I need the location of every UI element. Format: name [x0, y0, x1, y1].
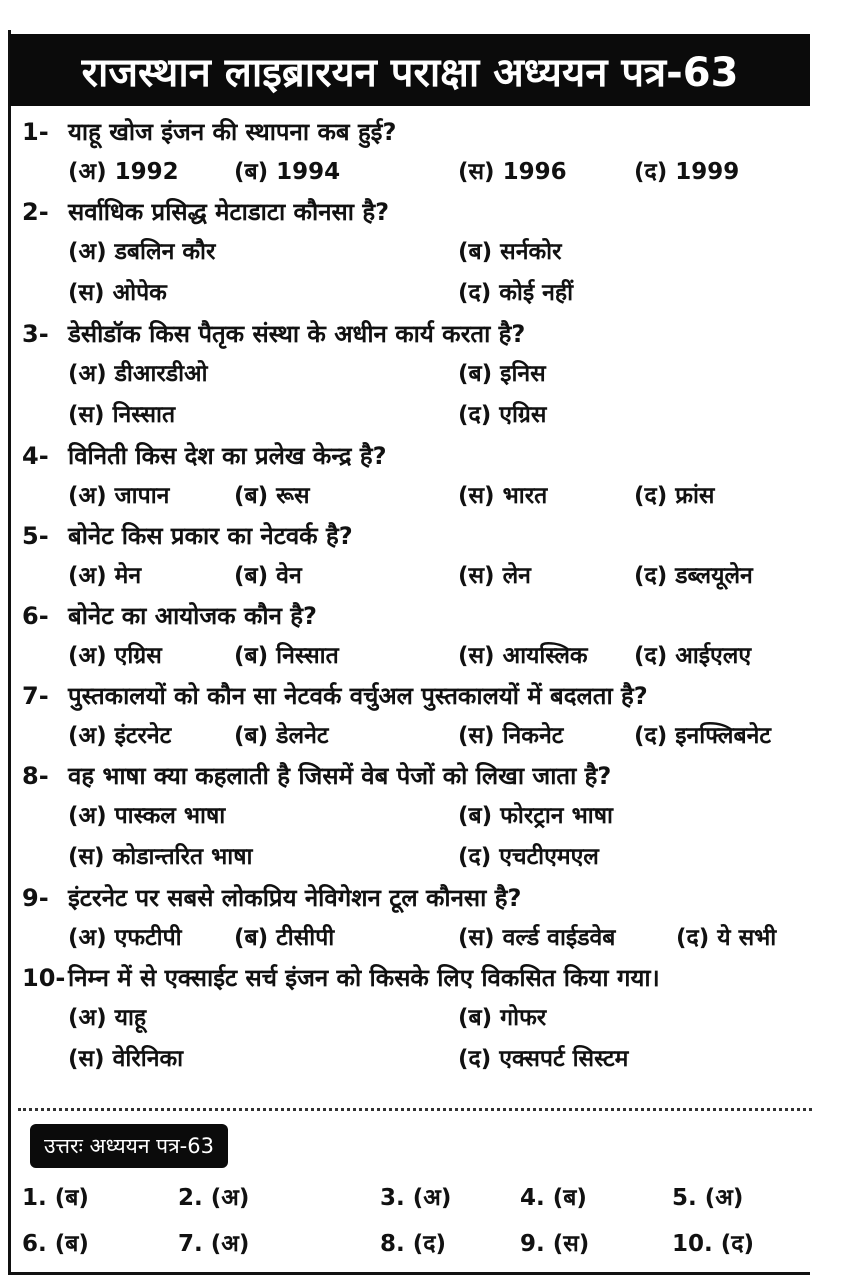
option-d: (द) एचटीएमएल	[458, 844, 599, 870]
option-a: (अ) जापान	[68, 483, 170, 509]
option-b: (ब) इनिस	[458, 361, 546, 387]
question-9-text	[22, 878, 521, 918]
answer-item: 2. (अ)	[178, 1185, 250, 1211]
question-3	[22, 314, 802, 436]
option-d: (द) 1999	[634, 159, 740, 185]
option-b: (ब) रूस	[234, 483, 310, 509]
question-number: 1-	[22, 118, 49, 146]
option-a: (अ) याहू	[68, 1005, 147, 1031]
option-d: (द) एक्सपर्ट सिस्टम	[458, 1046, 629, 1072]
question-text: सर्वाधिक प्रसिद्ध मेटाडाटा कौनसा है?	[68, 198, 389, 226]
option-a: (अ) एफटीपी	[68, 925, 182, 951]
option-a: (अ) डीआरडीओ	[68, 361, 208, 387]
question-5-text	[22, 516, 353, 556]
option-c: (स) लेन	[458, 563, 531, 589]
question-text: याहू खोज इंजन की स्थापना कब हुई?	[68, 118, 397, 146]
answer-item: 6. (ब)	[22, 1231, 89, 1257]
option-d: (द) फ्रांस	[634, 483, 715, 509]
option-c: (स) भारत	[458, 483, 548, 509]
question-10	[22, 958, 802, 1080]
question-text: बोनेट का आयोजक कौन है?	[68, 602, 317, 630]
question-4-text	[22, 436, 387, 476]
option-c: (स) 1996	[458, 159, 567, 185]
option-a: (अ) पास्कल भाषा	[68, 803, 226, 829]
question-number: 5-	[22, 522, 49, 550]
option-a: (अ) एग्रिस	[68, 643, 162, 669]
option-b: (ब) फोरट्रान भाषा	[458, 803, 613, 829]
option-b: (ब) गोफर	[458, 1005, 547, 1031]
question-4	[22, 436, 802, 516]
question-5	[22, 516, 802, 596]
question-number: 2-	[22, 198, 49, 226]
option-d: (द) इनफ्लिबनेट	[634, 723, 771, 749]
question-text: विनिती किस देश का प्रलेख केन्द्र है?	[68, 442, 387, 470]
option-c: (स) निकनेट	[458, 723, 564, 749]
option-b: (ब) वेन	[234, 563, 302, 589]
question-2	[22, 192, 802, 314]
question-text: बोनेट किस प्रकार का नेटवर्क है?	[68, 522, 353, 550]
question-number: 7-	[22, 682, 49, 710]
page-title-text: राजस्थान लाइब्रारयन पराक्षा अध्ययन पत्र-63	[81, 49, 739, 96]
option-c: (स) वेरिनिका	[68, 1046, 184, 1072]
option-c: (स) निस्सात	[68, 402, 176, 428]
question-10-text	[22, 958, 660, 998]
option-b: (ब) 1994	[234, 159, 341, 185]
answer-item: 1. (ब)	[22, 1185, 89, 1211]
question-number: 4-	[22, 442, 49, 470]
question-8-text	[22, 756, 611, 796]
question-text: इंटरनेट पर सबसे लोकप्रिय नेविगेशन टूल कौनसा है?	[68, 884, 522, 912]
option-c: (स) कोडान्तरित भाषा	[68, 844, 253, 870]
answer-item: 7. (अ)	[178, 1231, 250, 1257]
option-a: (अ) डबलिन कौर	[68, 239, 216, 265]
question-6-text	[22, 596, 317, 636]
question-7-text	[22, 676, 648, 716]
answer-item: 9. (स)	[520, 1231, 590, 1257]
page-title	[10, 34, 810, 106]
option-c: (स) वर्ल्ड वाईडवेब	[458, 925, 616, 951]
answer-item: 5. (अ)	[672, 1185, 744, 1211]
question-7	[22, 676, 802, 756]
question-number: 10-	[22, 964, 66, 992]
answer-item: 10. (द)	[672, 1231, 754, 1257]
question-number: 6-	[22, 602, 49, 630]
question-3-text	[22, 314, 525, 354]
option-d: (द) एग्रिस	[458, 402, 547, 428]
option-b: (ब) निस्सात	[234, 643, 339, 669]
question-8	[22, 756, 802, 878]
question-number: 8-	[22, 762, 49, 790]
answer-key-title: उत्तरः अध्ययन पत्र-63	[30, 1124, 228, 1168]
option-d: (द) डब्लयूलेन	[634, 563, 753, 589]
dotted-divider	[18, 1108, 812, 1111]
option-b: (ब) टीसीपी	[234, 925, 335, 951]
answer-item: 4. (ब)	[520, 1185, 587, 1211]
question-6	[22, 596, 802, 676]
question-number: 3-	[22, 320, 49, 348]
option-c: (स) आयस्लिक	[458, 643, 588, 669]
option-d: (द) ये सभी	[676, 925, 777, 951]
question-text: डेसीडॉक किस पैतृक संस्था के अधीन कार्य करता है?	[68, 320, 526, 348]
option-b: (ब) डेलनेट	[234, 723, 329, 749]
question-9	[22, 878, 802, 958]
option-a: (अ) मेन	[68, 563, 142, 589]
option-c: (स) ओपेक	[68, 280, 167, 306]
question-number: 9-	[22, 884, 49, 912]
question-list	[22, 112, 802, 1080]
question-text: निम्न में से एक्साईट सर्च इंजन को किसके लिए विकसित किया गया।	[68, 964, 660, 992]
question-1-text	[22, 112, 396, 152]
option-b: (ब) सर्नकोर	[458, 239, 562, 265]
option-d: (द) कोई नहीं	[458, 280, 574, 306]
option-d: (द) आईएलए	[634, 643, 752, 669]
option-a: (अ) 1992	[68, 159, 179, 185]
question-1	[22, 112, 802, 192]
option-a: (अ) इंटरनेट	[68, 723, 172, 749]
question-2-text	[22, 192, 389, 232]
question-text: वह भाषा क्या कहलाती है जिसमें वेब पेजों को लिखा जाता है?	[68, 762, 612, 790]
question-text: पुस्तकालयों को कौन सा नेटवर्क वर्चुअल पुस्तकालयों में बदलता है?	[68, 682, 648, 710]
answer-item: 8. (द)	[380, 1231, 446, 1257]
answer-item: 3. (अ)	[380, 1185, 452, 1211]
